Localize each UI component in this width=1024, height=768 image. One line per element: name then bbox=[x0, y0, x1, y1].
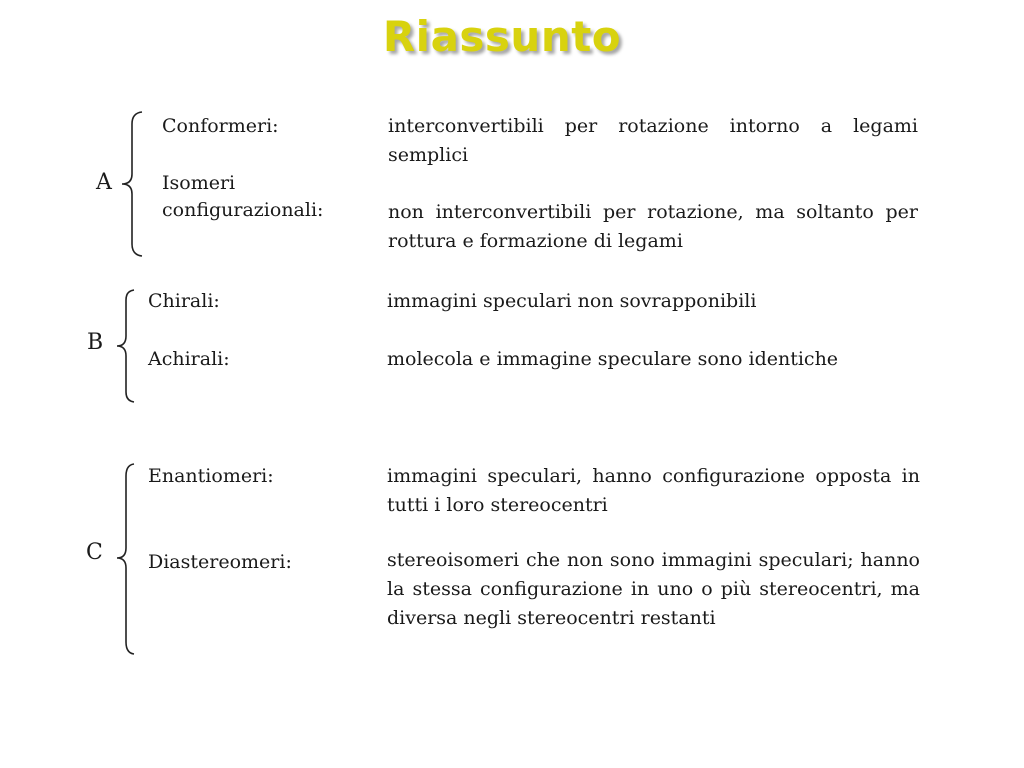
brace-b bbox=[110, 288, 140, 404]
brace-c bbox=[110, 462, 140, 656]
term-achirali: Achirali: bbox=[148, 348, 230, 370]
group-letter-c: C bbox=[86, 540, 103, 565]
term-enantiomeri: Enantiomeri: bbox=[148, 465, 274, 487]
definition-diastereomeri: stereoisomeri che non sono immagini speculari; hanno la stessa configurazione in uno o più stereocentri, ma diversa negli stereocentri restanti bbox=[387, 549, 920, 629]
term-chirali: Chirali: bbox=[148, 290, 220, 312]
definition-enantiomeri: immagini speculari, hanno configurazione opposta in tutti i loro stereocentri bbox=[387, 465, 920, 516]
slide-title: Riassunto bbox=[382, 12, 622, 61]
definition-chirali: immagini speculari non sovrapponibili bbox=[387, 290, 757, 312]
definition-isomeri-configurazionali: non interconvertibili per rotazione, ma soltanto per rottura e formazione di legami bbox=[388, 201, 918, 252]
group-letter-b: B bbox=[87, 330, 104, 355]
term-isomeri-line1: Isomeri bbox=[162, 172, 236, 194]
definition-achirali: molecola e immagine speculare sono identiche bbox=[387, 348, 839, 370]
term-diastereomeri: Diastereomeri: bbox=[148, 551, 292, 573]
definition-conformeri: interconvertibili per rotazione intorno a legami semplici bbox=[388, 115, 918, 166]
group-letter-a: A bbox=[96, 170, 112, 195]
brace-a bbox=[116, 110, 146, 258]
term-isomeri-line2: configurazionali: bbox=[162, 199, 324, 221]
term-conformeri: Conformeri: bbox=[162, 115, 279, 137]
